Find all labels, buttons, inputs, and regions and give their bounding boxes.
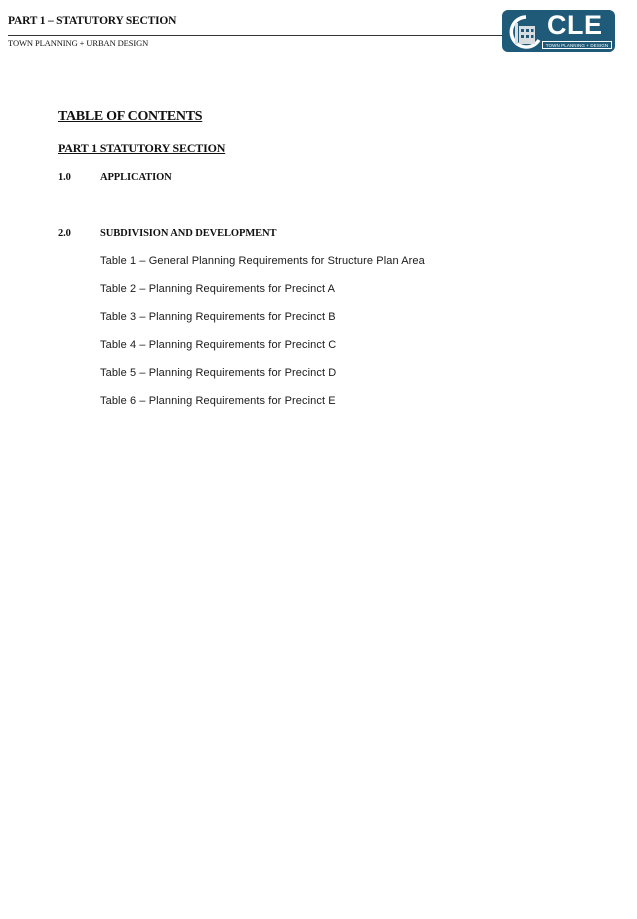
logo-tagline: TOWN PLANNING + DESIGN bbox=[542, 41, 612, 49]
cle-logo bbox=[502, 10, 615, 52]
header-divider bbox=[8, 35, 508, 36]
section-title: SUBDIVISION AND DEVELOPMENT bbox=[100, 228, 277, 239]
toc-section-application bbox=[58, 172, 172, 183]
toc-table-entry: Table 1 – General Planning Requirements for Structure Plan Area bbox=[100, 255, 425, 267]
toc-table-entry: Table 5 – Planning Requirements for Precinct D bbox=[100, 367, 337, 379]
section-number: 1.0 bbox=[58, 172, 71, 183]
section-title: APPLICATION bbox=[100, 172, 172, 183]
header-subtitle: TOWN PLANNING + URBAN DESIGN bbox=[8, 38, 149, 48]
logo-wordmark: CLE bbox=[547, 10, 603, 40]
header-title: PART 1 – STATUTORY SECTION bbox=[8, 15, 177, 27]
toc-table-entry: Table 6 – Planning Requirements for Precinct E bbox=[100, 395, 336, 407]
toc-table-entry: Table 3 – Planning Requirements for Precinct B bbox=[100, 311, 336, 323]
building-emblem-icon bbox=[506, 13, 546, 49]
part-heading: PART 1 STATUTORY SECTION bbox=[58, 141, 226, 155]
toc-heading: TABLE OF CONTENTS bbox=[58, 109, 203, 124]
toc-section-subdivision bbox=[58, 228, 276, 239]
section-number: 2.0 bbox=[58, 228, 71, 239]
toc-table-entry: Table 4 – Planning Requirements for Precinct C bbox=[100, 339, 337, 351]
toc-table-entry: Table 2 – Planning Requirements for Precinct A bbox=[100, 283, 336, 295]
